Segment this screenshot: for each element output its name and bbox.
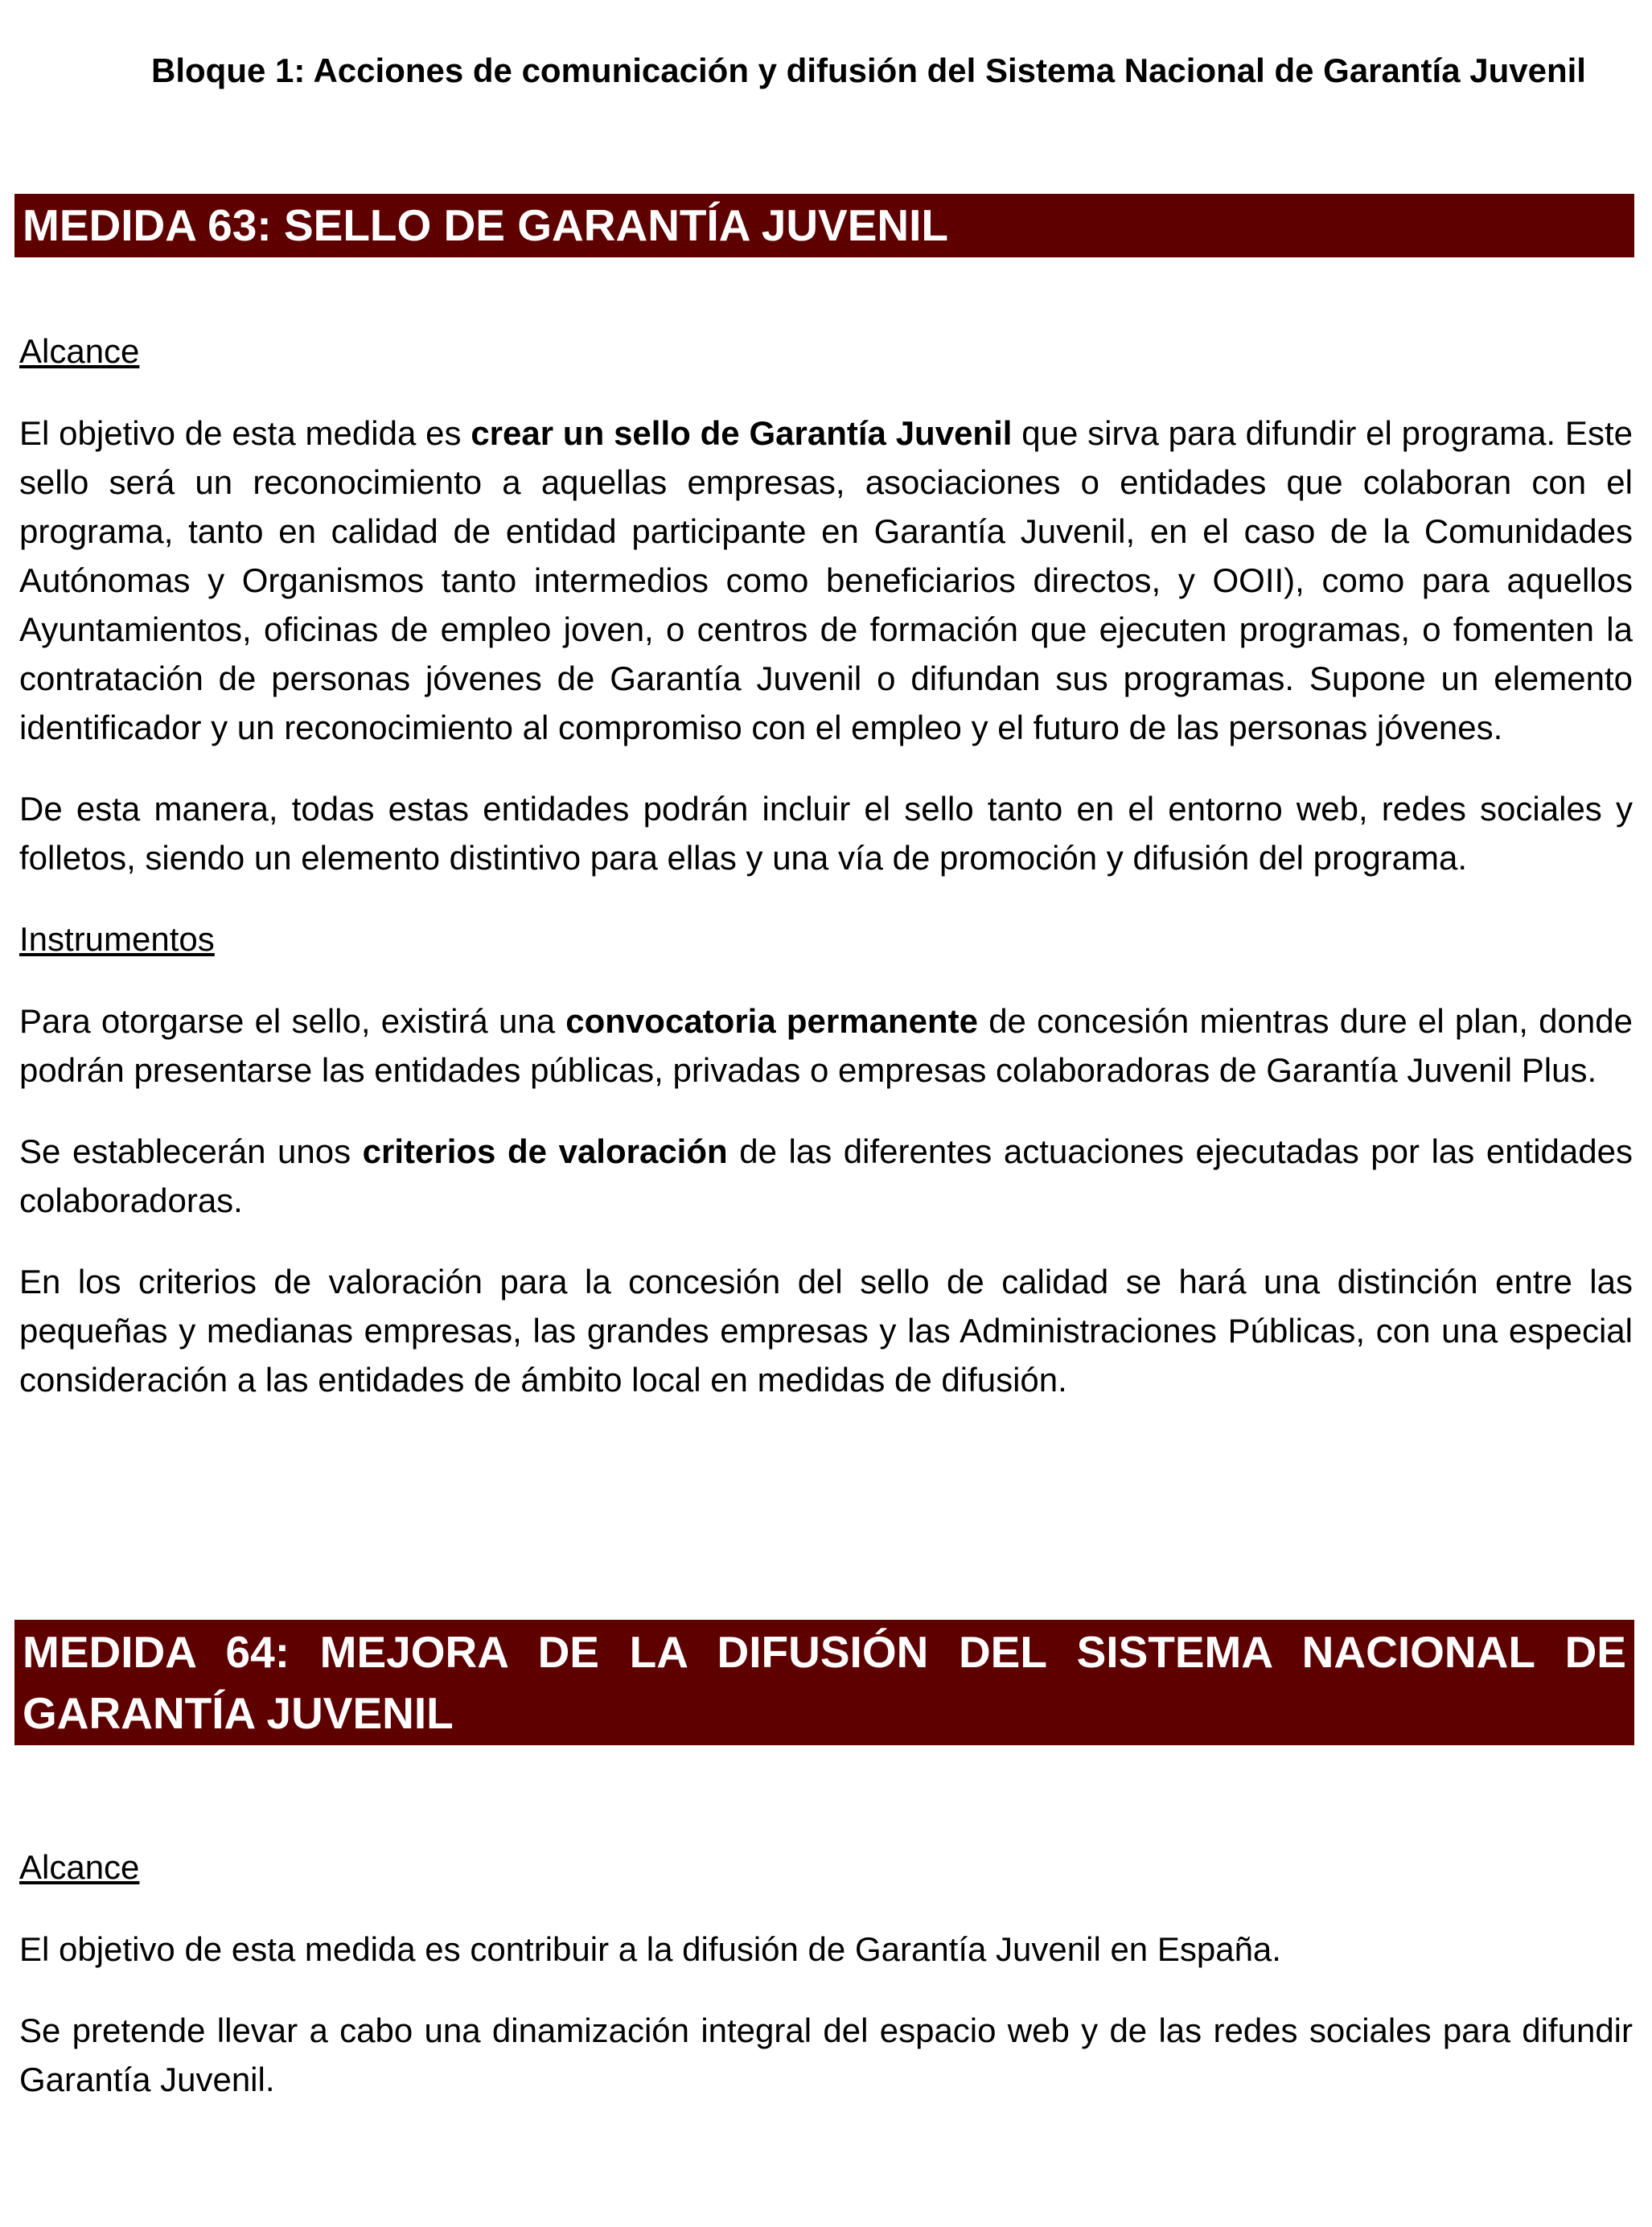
- measure-63-paragraph-3: [19, 996, 1633, 1095]
- measure-63-section: [19, 327, 1633, 1404]
- p3-text-end: de concesión mientras dure el plan, donde podrán presentarse las entidades públicas, privadas o empresas colaboradoras de Garantía Juvenil Plus.: [19, 1002, 1633, 1089]
- p1-bold-text: crear un sello de Garantía Juvenil: [471, 414, 1013, 452]
- p1-text-end: que sirva para difundir el programa. Este sello será un reconocimiento a aquellas empresas, asociaciones o entidades que colaboran con el programa, tanto en calidad de entidad participante en Garantía Juvenil, en el caso de la Comunidades Autónomas y Organismos tanto intermedios como beneficiarios directos, y OOII), como para aquellos Ayuntamientos, oficinas de empleo joven, o centros de formación que ejecuten programas, o fomenten la contratación de personas jóvenes de Garantía Juvenil o difundan sus programas. Supone un elemento identificador y un reconocimiento al compromiso con el empleo y el futuro de las personas jóvenes.: [19, 414, 1633, 746]
- measure-63-paragraph-2: De esta manera, todas estas entidades podrán incluir el sello tanto en el entorno web, redes sociales y folletos, siendo un elemento distintivo para ellas y una vía de promoción y difusión del programa.: [19, 790, 1633, 877]
- measure-64-paragraph-1: El objetivo de esta medida es contribuir a la difusión de Garantía Juvenil en España.: [19, 1930, 1281, 1968]
- measure-64-section: [19, 1843, 1633, 2104]
- alcance-heading: Alcance: [19, 1848, 140, 1886]
- p3-bold-text: convocatoria permanente: [565, 1002, 978, 1040]
- p1-text-start: El objetivo de esta medida es: [19, 414, 471, 452]
- p4-text-end: de las diferentes actuaciones ejecutadas por las entidades colaboradoras.: [19, 1132, 1633, 1219]
- measure-63-banner: MEDIDA 63: SELLO DE GARANTÍA JUVENIL: [14, 194, 1634, 257]
- alcance-heading: Alcance: [19, 332, 140, 370]
- measure-63-paragraph-4: [19, 1127, 1633, 1225]
- p3-text-start: Para otorgarse el sello, existirá una: [19, 1002, 566, 1040]
- p4-bold-text: criterios de valoración: [362, 1132, 728, 1170]
- measure-63-paragraph-5: En los criterios de valoración para la concesión del sello de calidad se hará una distinción entre las pequeñas y medianas empresas, las grandes empresas y las Administraciones Públicas, con una especial consideración a las entidades de ámbito local en medidas de difusión.: [19, 1263, 1633, 1399]
- page-header-title: Bloque 1: Acciones de comunicación y difusión del Sistema Nacional de Garantía Juvenil: [151, 51, 1586, 89]
- measure-64-banner: MEDIDA 64: MEJORA DE LA DIFUSIÓN DEL SISTEMA NACIONAL DE GARANTÍA JUVENIL: [14, 1620, 1634, 1745]
- measure-63-paragraph-1: [19, 409, 1633, 752]
- measure-64-paragraph-2: Se pretende llevar a cabo una dinamización integral del espacio web y de las redes sociales para difundir Garantía Juvenil.: [19, 2011, 1633, 2098]
- p4-text-start: Se establecerán unos: [19, 1132, 363, 1170]
- instrumentos-heading: Instrumentos: [19, 920, 215, 958]
